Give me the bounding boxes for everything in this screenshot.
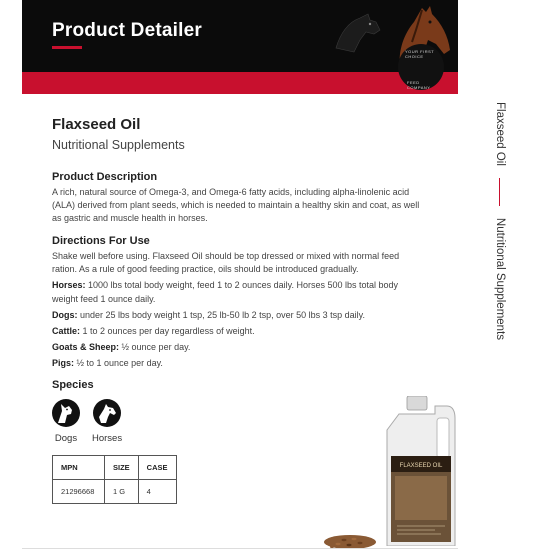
description-line: as gastric and muscle health in horses. [52,213,208,224]
directions-heading: Directions For Use [52,235,150,247]
spec-table [52,455,177,504]
table-row [53,480,177,504]
species-label: Horses [92,433,123,444]
product-category: Nutritional Supplements [52,138,185,152]
flaxseed-pile-image [320,520,380,550]
side-divider [500,178,501,206]
description-line: (ALA) derived from plant seeds, which is needed to maintain a healthy skin and coat, as well [52,200,420,211]
species-heading: Species [52,379,94,391]
description-text [52,186,452,226]
species-section [52,379,123,444]
dosage-horses [52,279,432,305]
dosage-label: Horses: [52,280,86,291]
product-name: Flaxseed Oil [52,116,141,133]
title-underline [52,46,82,49]
accent-bar [22,72,458,94]
dosage-text: 1000 lbs total body weight, feed 1 to 2 ounces daily. Horses 500 lbs total body [88,280,399,291]
directions-line: Shake well before using. Flaxseed Oil should be top dressed or mixed with normal feed [52,251,400,261]
horse-icon [93,399,121,427]
side-product-name: Flaxseed Oil [494,102,506,166]
dosage-text: under 25 lbs body weight 1 tsp, 25 lb-50 lb 2 tsp, over 50 lbs 3 tsp daily. [80,309,366,320]
jug-label-title: FLAXSEED OIL [399,463,443,469]
dosage-pigs [52,357,432,370]
species-label: Dogs [54,433,78,444]
product-content [52,116,452,444]
species-item-dogs [52,399,80,444]
dosage-text: ½ to 1 ounce per day. [76,358,163,369]
dosage-text: ½ ounce per day. [121,342,191,353]
header-title: Product Detailer [52,20,202,41]
seal-bottom-text: FEED COMPANY [407,80,431,90]
dosage-cattle [52,325,432,338]
dosage-text: weight feed 1 ounce daily. [52,293,156,304]
directions-line: ration. As a rule of good feeding practice, oils should be introduced gradually. [52,264,359,275]
company-seal [398,44,444,90]
column-header-mpn: MPN [53,456,105,480]
header-banner [22,0,458,72]
directions-intro [52,250,432,276]
dosage-label: Pigs: [52,358,75,369]
table-cell: 4 [138,480,176,504]
description-line: A rich, natural source of Omega-3, and Omega-6 fatty acids, including alpha-linolenic acid [52,187,410,197]
dosage-dogs [52,309,432,322]
product-description-section [52,171,452,226]
dosage-label: Dogs: [52,309,78,320]
dog-icon [52,399,80,427]
product-jug-image [385,396,457,546]
table-cell: 1 G [105,480,139,504]
side-tab [482,102,506,342]
table-cell: 21296668 [53,480,105,504]
species-item-horses [92,399,122,444]
dosage-text: 1 to 2 ounces per day regardless of weight. [82,326,255,337]
seal-top-text: YOUR FIRST CHOICE [405,49,435,59]
dosage-label: Goats & Sheep: [52,342,120,353]
directions-section [52,235,432,371]
side-category: Nutritional Supplements [494,217,506,341]
column-header-case: CASE [138,456,176,480]
dosage-goats-sheep [52,341,432,354]
column-header-size: SIZE [105,456,139,480]
description-heading: Product Description [52,171,158,183]
page-bottom-divider [22,548,458,549]
table-header-row [53,456,177,480]
dosage-label: Cattle: [52,326,81,337]
